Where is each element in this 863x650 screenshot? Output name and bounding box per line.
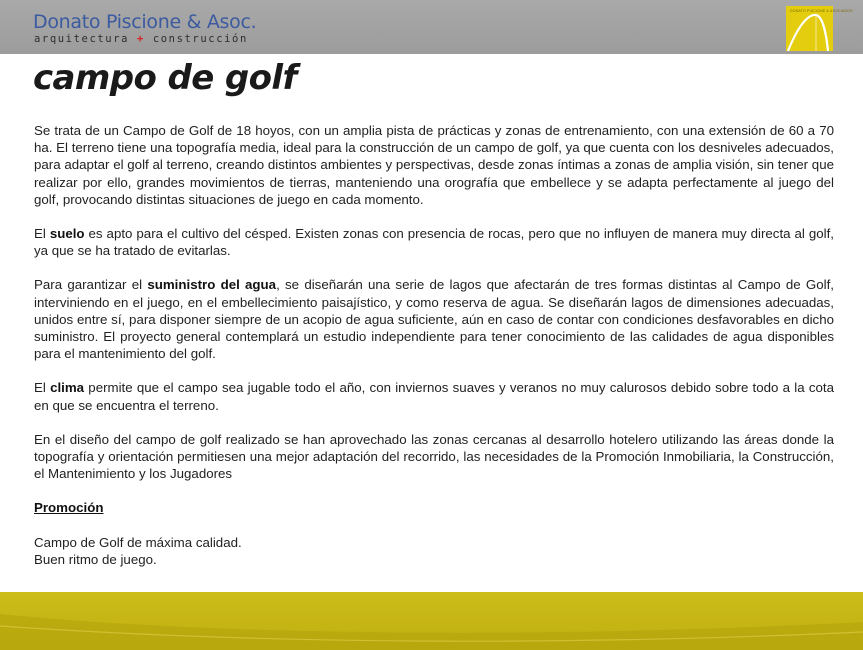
header-bar — [0, 0, 863, 54]
footer-swoosh-decoration — [0, 592, 863, 650]
promocion-line-1: Campo de Golf de máxima calidad. — [34, 534, 242, 550]
paragraph-suelo-post: es apto para el cultivo del césped. Existen zonas con presencia de rocas, pero que no influyen de manera muy directa al golf, ya que se ha tratado de evitarlas. — [34, 226, 834, 259]
brand-tag-plus: + — [136, 33, 145, 45]
paragraph-clima — [34, 379, 834, 413]
brand-tag-arquitectura: arquitectura — [34, 33, 130, 45]
brand-tagline — [34, 33, 248, 45]
paragraph-suelo — [34, 225, 834, 259]
logo-text: DONATO PISCIONE & ASOCIADOS — [790, 9, 853, 13]
keyword-suelo: suelo — [49, 226, 85, 242]
paragraph-diseno: En el diseño del campo de golf realizado se han aprovechado las zonas cercanas al desarrollo hotelero utilizando las áreas donde la topografía y orientación permitiesen una mejor adaptación del recorrido, las necesidades de la Promoción Inmobiliaria, la Construcción, el Mantenimiento y los Jugadores — [34, 431, 834, 482]
section-heading-promocion: Promoción — [34, 500, 104, 516]
paragraph-clima-pre: El — [34, 380, 51, 396]
paragraph-agua-pre: Para garantizar el — [34, 277, 148, 293]
paragraph-clima-post: permite que el campo sea jugable todo el año, con inviernos suaves y veranos no muy calurosos debido sobre todo a la cota en que se encuentra el terreno. — [34, 380, 834, 413]
brand-tag-construccion: construcción — [152, 33, 248, 45]
promocion-line-2: Buen ritmo de juego. — [34, 551, 157, 567]
paragraph-intro: Se trata de un Campo de Golf de 18 hoyos, con un amplia pista de prácticas y zonas de entrenamiento, con una extensión de 60 a 70 ha. El terreno tiene una topografía media, ideal para la construcción de un campo de golf, ya que cuenta con los desniveles adecuados, para adaptar el golf al terreno, creando distintos ambientes y perspectivas, desde zonas íntimas a zonas de amplia visión, sin tener que realizar por ello, grandes movimientos de tierras, manteniendo una orografía que embellece y se adapta perfectamente al juego del golf, provocando distintas situaciones de juego en cada momento. — [34, 123, 834, 207]
brand-name: Donato Piscione & Asoc. — [33, 11, 257, 33]
paragraph-agua — [34, 276, 834, 362]
company-logo — [786, 6, 853, 51]
paragraph-suelo-pre: El — [34, 226, 50, 242]
page-title: campo de golf — [33, 58, 297, 98]
keyword-suministro-agua: suministro del agua — [147, 277, 277, 293]
document-body — [34, 122, 834, 568]
footer-bar — [0, 592, 863, 650]
keyword-clima: clima — [50, 380, 85, 396]
paragraph-agua-post: , se diseñarán una serie de lagos que afectarán de tres formas distintas al Campo de Golf, interviniendo en el juego, en el embellecimiento paisajístico, y como reserva de agua. Se diseñarán lagos de dimensiones adecuadas, unidos entre sí, para disponer siempre de un acopio de agua suficiente, aún en caso de contar con condiciones desfavorables en dicho suministro. El proyecto general contemplará un estudio independiente para tener conocimiento de las calidades de agua disponibles para el mantenimiento del golf. — [34, 277, 834, 362]
